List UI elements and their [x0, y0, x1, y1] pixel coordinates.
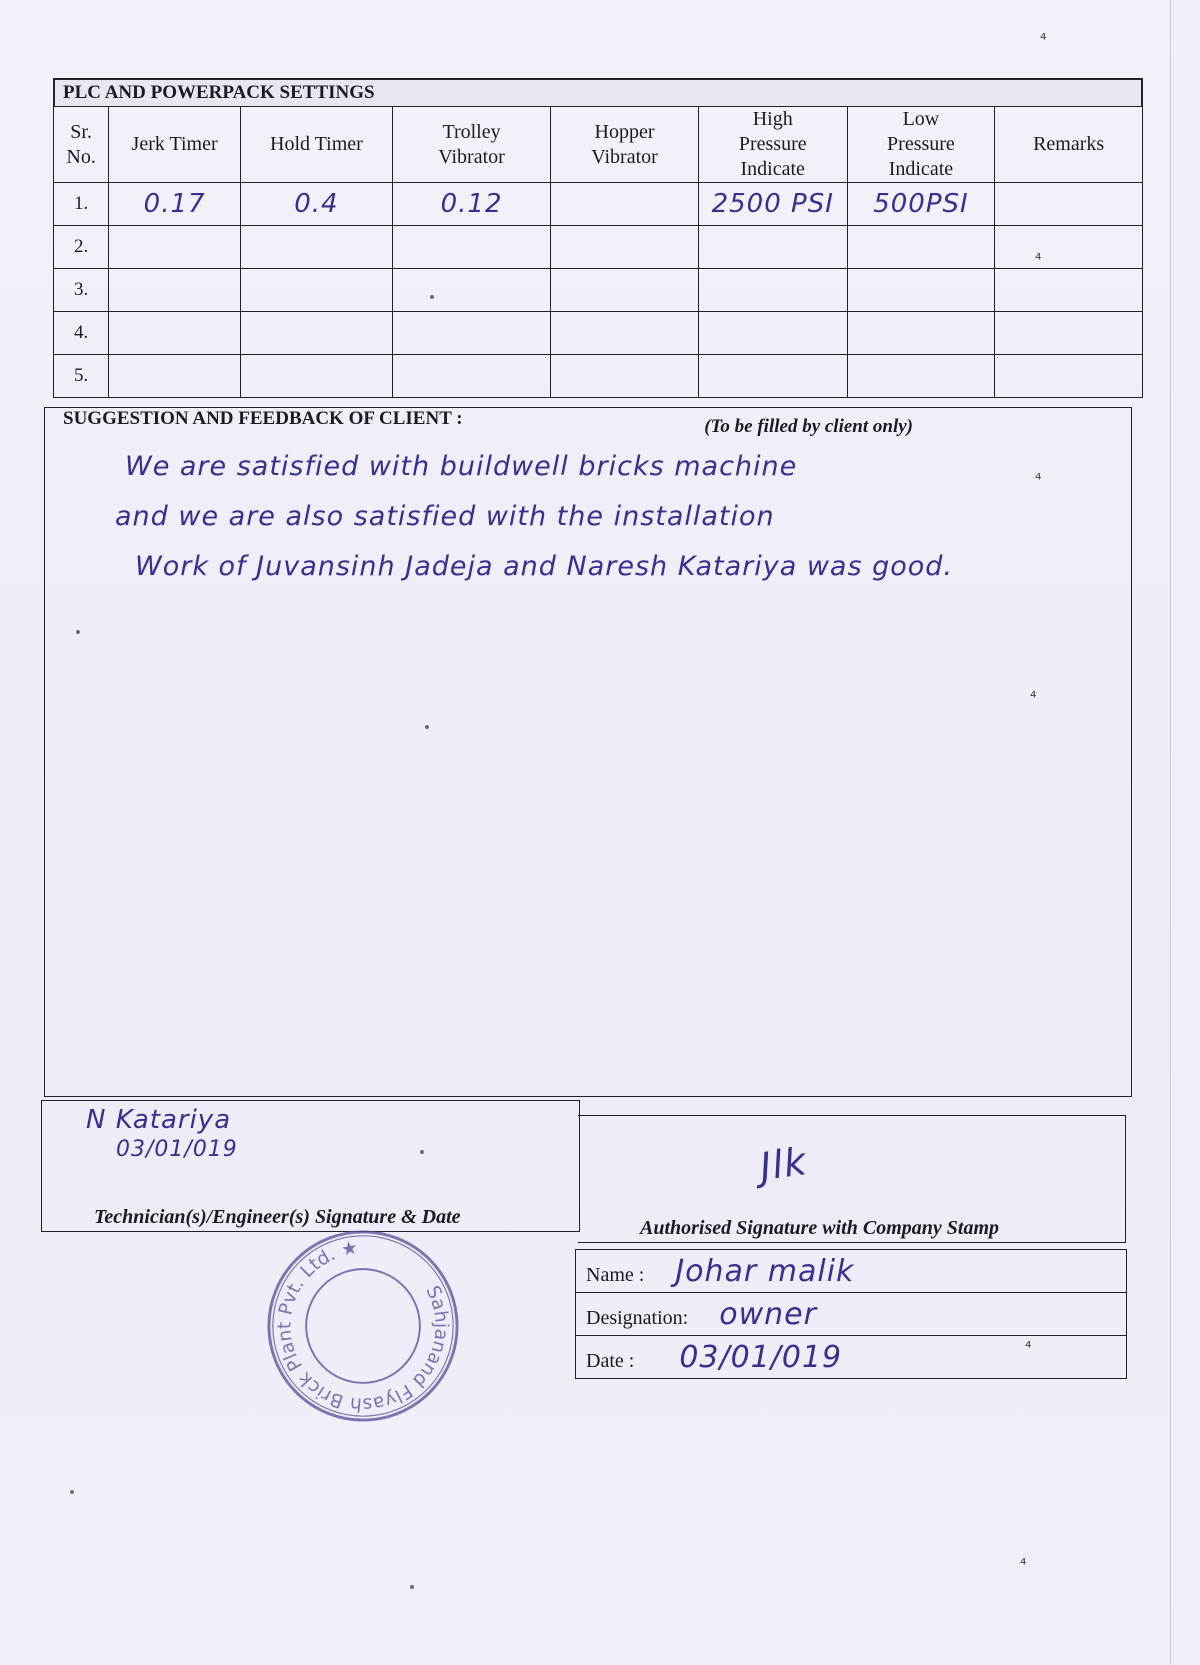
cell-low-pressure — [847, 269, 995, 312]
designation-label: Designation: — [586, 1306, 689, 1329]
header-hold-timer: Hold Timer — [240, 107, 392, 183]
header-low-pressure: Low Pressure Indicate — [847, 107, 995, 183]
feedback-line: We are satisfied with buildwell bricks machine — [125, 451, 798, 482]
cell-jerk-timer — [109, 355, 241, 398]
feedback-note: (To be filled by client only) — [704, 416, 913, 437]
date-cell — [576, 1336, 1127, 1379]
cell-remarks — [995, 355, 1143, 398]
feedback-title: SUGGESTION AND FEEDBACK OF CLIENT : — [63, 408, 463, 429]
client-feedback-box — [44, 407, 1132, 1097]
cell-sr: 3. — [54, 269, 109, 312]
scan-mark: ⁴ — [1020, 1555, 1027, 1574]
cell-hold-timer: 0.4 — [240, 183, 392, 226]
cell-remarks — [995, 312, 1143, 355]
cell-high-pressure — [698, 355, 847, 398]
cell-hold-timer — [240, 269, 392, 312]
date-value: 03/01/019 — [679, 1339, 843, 1375]
header-high-pressure: High Pressure Indicate — [698, 107, 847, 183]
date-row — [576, 1336, 1127, 1379]
table-header-row — [54, 107, 1143, 183]
cell-jerk-timer — [109, 312, 241, 355]
scan-speck — [430, 295, 434, 299]
scan-speck — [70, 1490, 74, 1494]
cell-low-pressure: 500PSI — [847, 183, 995, 226]
cell-hold-timer — [240, 355, 392, 398]
scan-mark: ⁴ — [1035, 250, 1042, 269]
cell-high-pressure — [698, 269, 847, 312]
cell-hopper-vibrator — [551, 312, 699, 355]
cell-remarks — [995, 226, 1143, 269]
cell-hopper-vibrator — [551, 226, 699, 269]
cell-jerk-timer — [109, 269, 241, 312]
cell-trolley-vibrator — [392, 355, 550, 398]
table-row — [54, 355, 1143, 398]
cell-hold-timer — [240, 312, 392, 355]
cell-remarks — [995, 183, 1143, 226]
cell-low-pressure — [847, 355, 995, 398]
name-row — [576, 1250, 1127, 1293]
cell-high-pressure — [698, 312, 847, 355]
scan-mark: ⁴ — [1035, 470, 1042, 489]
technician-signature: N Katariya — [86, 1105, 232, 1135]
cell-hopper-vibrator — [551, 183, 699, 226]
cell-hold-timer — [240, 226, 392, 269]
header-hopper-vibrator: Hopper Vibrator — [551, 107, 699, 183]
scan-mark: ⁴ — [1030, 688, 1037, 707]
table-row — [54, 312, 1143, 355]
header-jerk-timer: Jerk Timer — [109, 107, 241, 183]
header-trolley-vibrator: Trolley Vibrator — [392, 107, 550, 183]
company-stamp — [265, 1228, 461, 1424]
designation-value: owner — [719, 1296, 817, 1332]
cell-trolley-vibrator — [392, 226, 550, 269]
scan-mark: ⁴ — [1025, 1338, 1032, 1357]
cell-low-pressure — [847, 312, 995, 355]
table-row — [54, 183, 1143, 226]
scan-speck — [76, 630, 80, 634]
cell-hopper-vibrator — [551, 355, 699, 398]
cell-high-pressure: 2500 PSI — [698, 183, 847, 226]
scan-speck — [425, 725, 429, 729]
cell-low-pressure — [847, 226, 995, 269]
technician-date: 03/01/019 — [116, 1137, 238, 1162]
cell-trolley-vibrator — [392, 312, 550, 355]
date-label: Date : — [586, 1349, 635, 1372]
settings-table-title: PLC AND POWERPACK SETTINGS — [53, 78, 1143, 106]
scan-speck — [410, 1585, 414, 1589]
client-details-table — [575, 1249, 1127, 1379]
designation-cell — [576, 1293, 1127, 1336]
table-row — [54, 226, 1143, 269]
name-value: Johar malik — [675, 1253, 855, 1289]
technician-signature-label: Technician(s)/Engineer(s) Signature & Date — [94, 1206, 461, 1228]
svg-text:Sahjanand Flyash Brick Plant P: Sahjanand Flyash Brick Plant Pvt. Ltd. ★ — [274, 1237, 452, 1415]
cell-sr: 1. — [54, 183, 109, 226]
header-remarks: Remarks — [995, 107, 1143, 183]
designation-row — [576, 1293, 1127, 1336]
cell-jerk-timer: 0.17 — [109, 183, 241, 226]
cell-high-pressure — [698, 226, 847, 269]
name-label: Name : — [586, 1263, 645, 1286]
cell-trolley-vibrator: 0.12 — [392, 183, 550, 226]
cell-trolley-vibrator — [392, 269, 550, 312]
scan-mark: ⁴ — [1040, 30, 1047, 49]
cell-remarks — [995, 269, 1143, 312]
feedback-line: and we are also satisfied with the installation — [115, 501, 775, 532]
name-cell — [576, 1250, 1127, 1293]
cell-jerk-timer — [109, 226, 241, 269]
feedback-handwritten-text — [115, 442, 1085, 592]
feedback-line: Work of Juvansinh Jadeja and Naresh Katariya was good. — [135, 551, 954, 582]
authorised-signature-box — [578, 1115, 1126, 1243]
cell-sr: 2. — [54, 226, 109, 269]
authorised-signature-label: Authorised Signature with Company Stamp — [640, 1217, 999, 1239]
cell-sr: 4. — [54, 312, 109, 355]
cell-sr: 5. — [54, 355, 109, 398]
scan-speck — [420, 1150, 424, 1154]
technician-signature-box — [41, 1100, 580, 1232]
plc-settings-table — [53, 78, 1143, 398]
authorised-signature: Jlk — [757, 1138, 810, 1190]
header-sr-no: Sr. No. — [54, 107, 109, 183]
cell-hopper-vibrator — [551, 269, 699, 312]
table-row — [54, 269, 1143, 312]
